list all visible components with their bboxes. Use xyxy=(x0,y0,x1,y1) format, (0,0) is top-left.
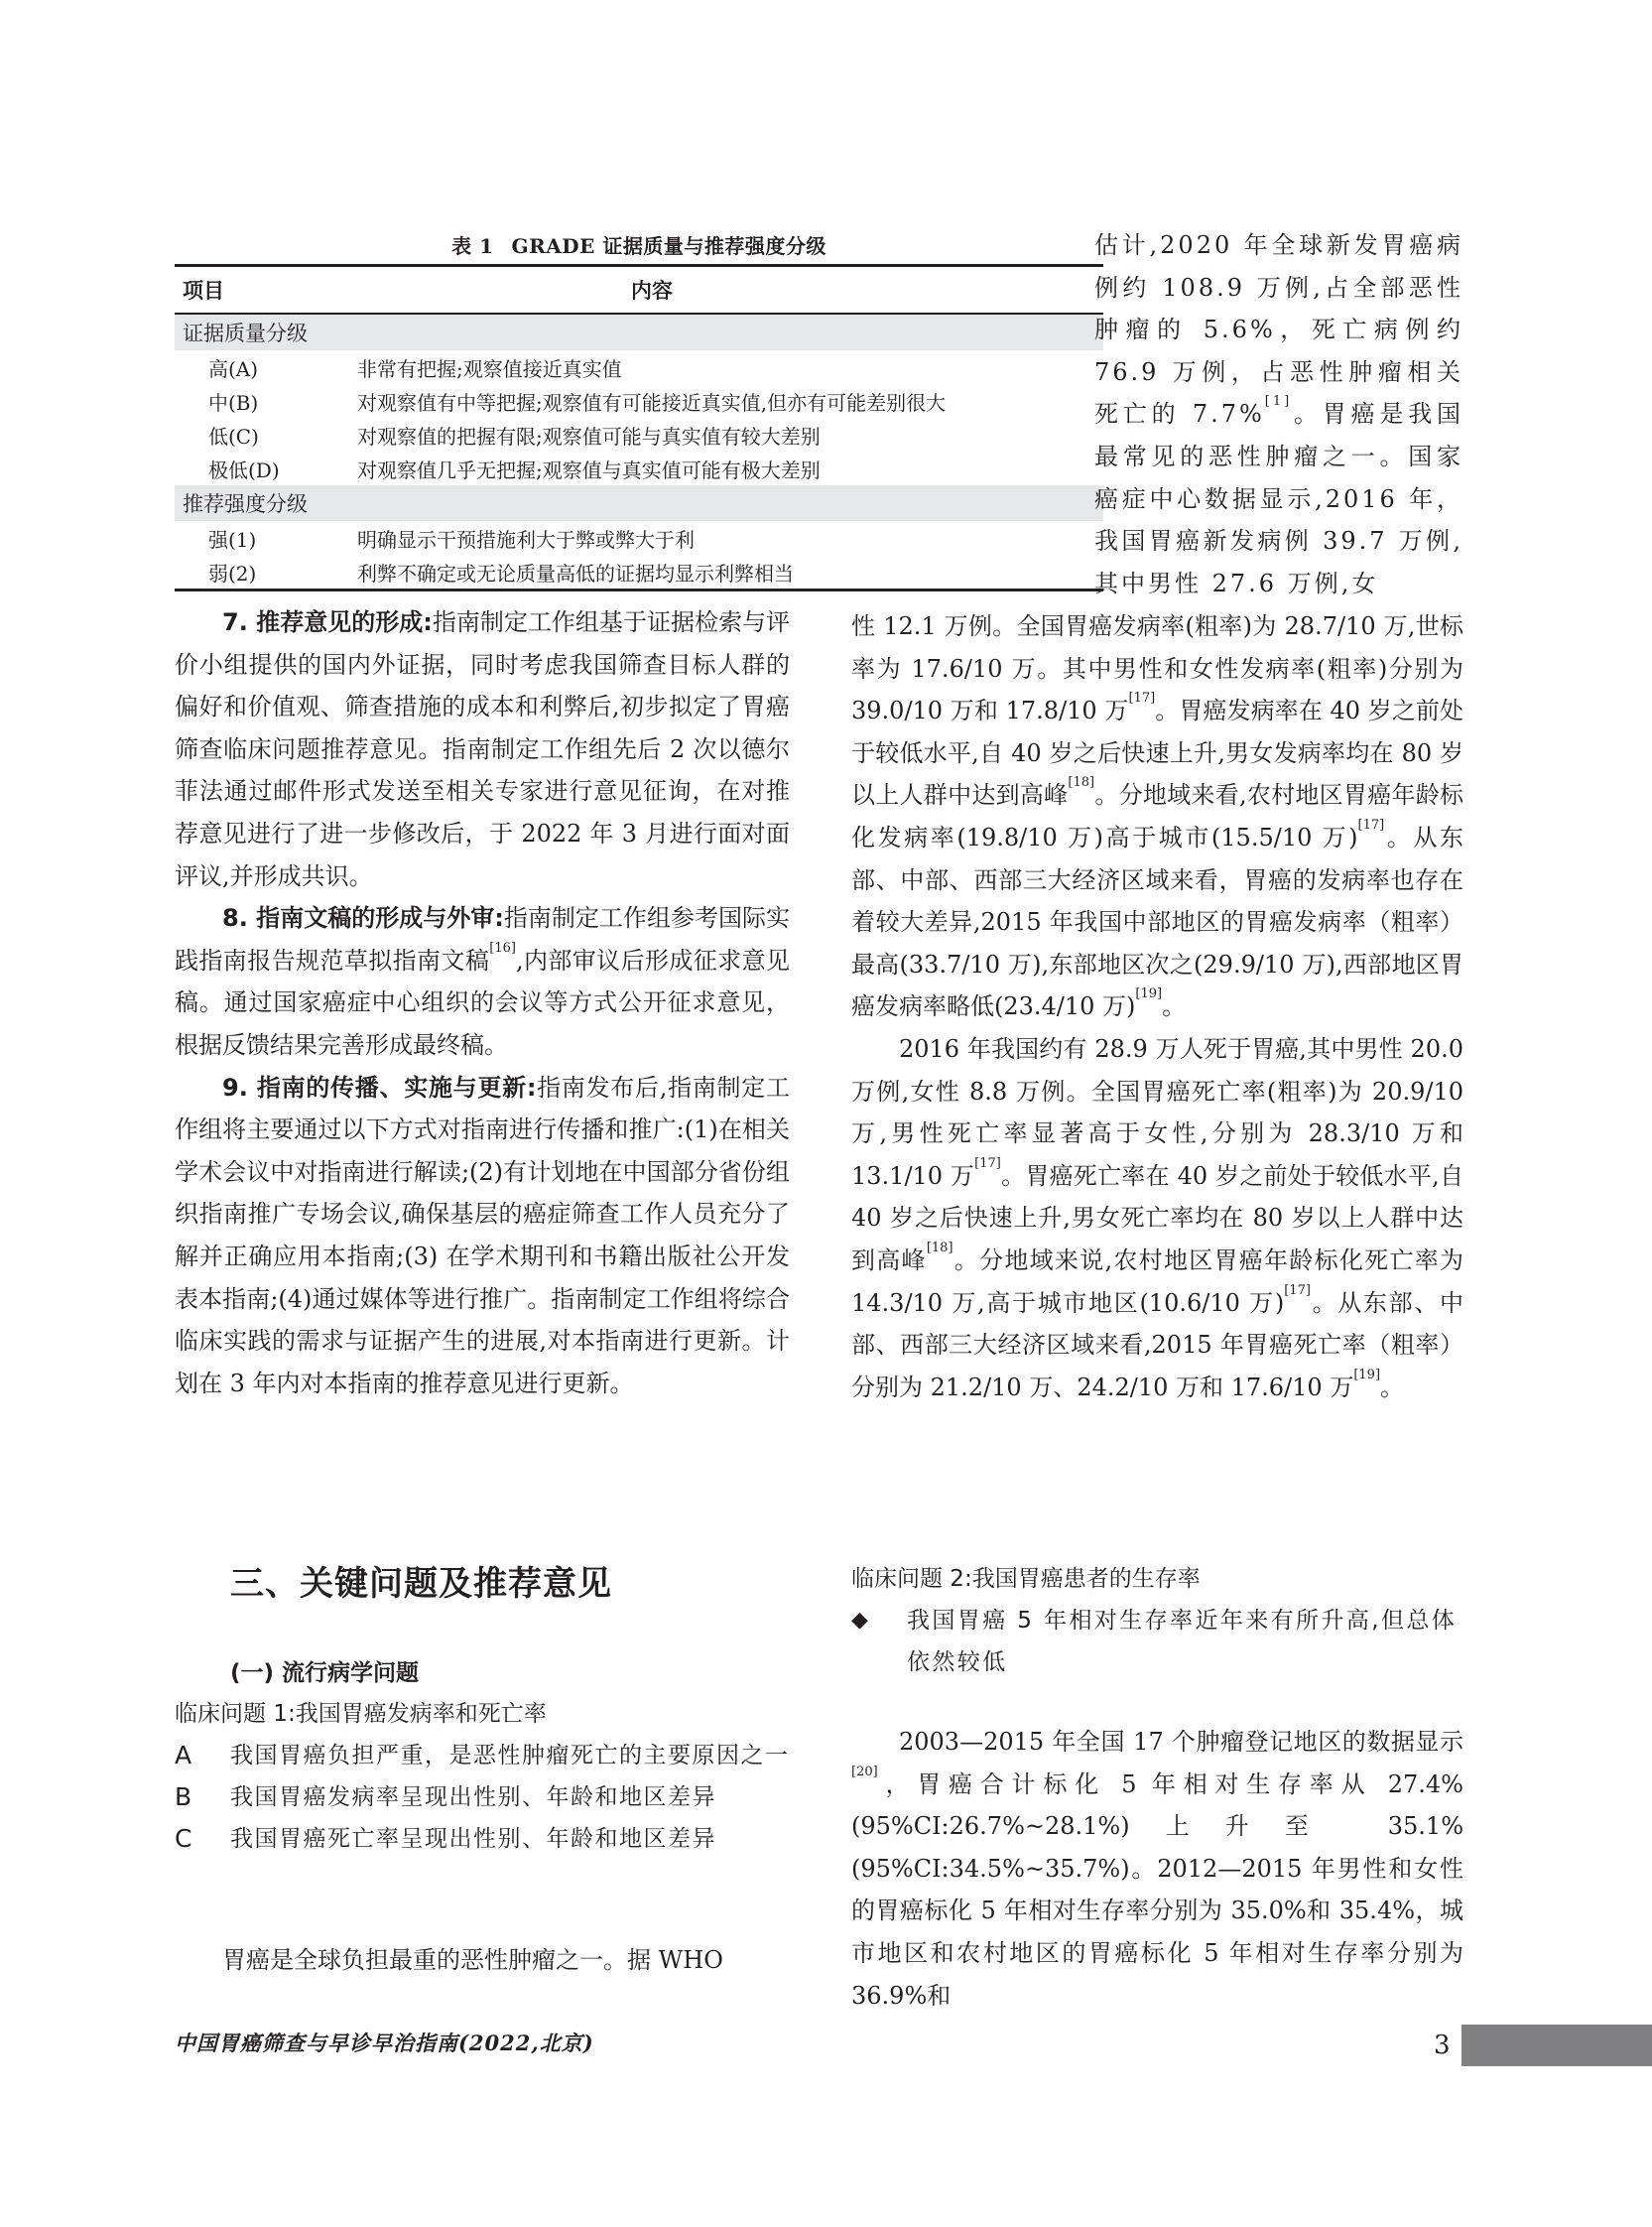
paragraph-recommendation-formation xyxy=(175,601,790,897)
table-row xyxy=(175,555,1103,589)
text: ,内部审议后形成征求意见稿。通过国家癌症中心组织的会议等方式公开征求意见，根据反馈结果完善形成最终稿。 xyxy=(175,946,790,1059)
text: 胃癌是全球负担最重的恶性肿瘤之一。据 WHO xyxy=(222,1946,723,1974)
item-letter: C xyxy=(175,1824,192,1853)
journal-footer-title: 中国胃癌筛查与早诊早治指南(2022,北京) xyxy=(175,2030,594,2055)
text: 。胃癌死亡率在 40 岁之前处于较低水平,自 40 岁之后快速上升,男女死亡率均在 80 岁以上人群中达到高峰 xyxy=(851,1161,1463,1274)
row-content: 非常有把握;观察值接近真实值 xyxy=(357,356,622,381)
header-item: 项目 xyxy=(183,278,224,303)
header-content: 内容 xyxy=(631,278,673,303)
row-content: 对观察值几乎无把握;观察值与真实值可能有极大差别 xyxy=(357,458,821,482)
text: 指南制定工作组参考国际实践指南报告规范草拟指南文稿 xyxy=(175,904,790,975)
paragraph-heading: 9. 指南的传播、实施与更新: xyxy=(222,1073,537,1102)
diamond-bullet-icon: ◆ xyxy=(851,1608,868,1633)
row-item: 弱(2) xyxy=(208,561,257,586)
item-letter: A xyxy=(175,1741,192,1769)
text: 。 xyxy=(1380,1373,1405,1401)
paragraph-heading: 7. 推荐意见的形成: xyxy=(222,608,433,636)
left-column xyxy=(175,601,790,1404)
item-text: 我国胃癌死亡率呈现出性别、年龄和地区差异 xyxy=(230,1826,716,1852)
question-item xyxy=(851,1600,1463,1683)
text: 。分地域来看,农村地区胃癌年龄标化发病率(19.8/10 万)高于城市(15.5/10 万) xyxy=(851,781,1463,852)
row-content: 对观察值有中等把握;观察值有可能接近真实值,但亦有可能差别很大 xyxy=(357,390,947,415)
citation: [18] xyxy=(1068,775,1095,791)
row-content: 利弊不确定或无论质量高低的证据均显示利弊相当 xyxy=(357,561,794,586)
page-number: 3 xyxy=(1434,2030,1451,2060)
section-heading: 三、关键问题及推荐意见 xyxy=(230,1564,612,1604)
text: 指南制定工作组基于证据检索与评价小组提供的国内外证据，同时考虑我国筛查目标人群的偏好和价值观、筛查措施的成本和利弊后,初步拟定了胃癌筛查临床问题推荐意见。指南制定工作组先后 2 次以德尔菲法通过邮件形式发送至相关专家进行意见征询，在对推荐意见进行了进一步修改后，于 2022 年 3 月进行面对面评议,并形成共识。 xyxy=(175,608,791,890)
table-caption xyxy=(177,230,1101,259)
subsection-heading: (一) 流行病学问题 xyxy=(230,1660,420,1686)
text: 2003—2015 年全国 17 个肿瘤登记地区的数据显示 xyxy=(899,1728,1463,1756)
item-letter: B xyxy=(175,1782,192,1811)
text: 。胃癌是我国最常见的恶性肿瘤之一。国家癌症中心数据显示,2016 年，我国胃癌新发病例 39.7 万例,其中男性 27.6 万例,女 xyxy=(1094,400,1463,597)
clinical-question-1 xyxy=(175,1693,800,1860)
table-row xyxy=(175,350,1103,384)
question-item xyxy=(175,1776,800,1818)
item-text: 我国胃癌 5 年相对生存率近年来有所升高,但总体依然较低 xyxy=(907,1608,1458,1675)
citation: [17] xyxy=(1357,817,1385,833)
citation: [1] xyxy=(1264,394,1293,410)
citation: [18] xyxy=(926,1240,953,1255)
text: 性 12.1 万例。全国胃癌发病率(粗率)为 28.7/10 万,世标率为 17.6/10 万。其中男性和女性发病率(粗率)分别为 39.0/10 万和 17.8/10 万 xyxy=(851,612,1463,725)
table-bottom-rule xyxy=(175,589,1103,591)
text: 估计,2020 年全球新发胃癌病例约 108.9 万例,占全部恶性肿瘤的 5.6%，死亡病例约 76.9 万例，占恶性肿瘤相关死亡的 7.7% xyxy=(1094,231,1463,429)
paragraph-draft-review xyxy=(175,897,790,1066)
citation: [16] xyxy=(489,940,516,956)
table-group-recommendation-strength: 推荐强度分级 xyxy=(175,485,1103,521)
item-text: 我国胃癌负担严重，是恶性肿瘤死亡的主要原因之一 xyxy=(230,1743,790,1768)
citation: [19] xyxy=(1135,986,1163,1002)
citation: [20] xyxy=(851,1764,878,1779)
table-number: 表 1 xyxy=(451,234,494,258)
citation: [17] xyxy=(974,1155,1001,1171)
row-item: 极低(D) xyxy=(208,458,280,482)
text: 。分地域来说,农村地区胃癌年龄标化死亡率为 14.3/10 万,高于城市地区(10.6/10 万) xyxy=(851,1245,1463,1317)
paragraph-mortality xyxy=(851,1028,1463,1408)
question-item xyxy=(175,1735,800,1776)
paragraph-who-intro xyxy=(175,1939,790,1982)
table-group-evidence-quality: 证据质量分级 xyxy=(175,315,1103,350)
table-row xyxy=(175,418,1103,452)
right-column xyxy=(851,605,1463,1408)
table-row xyxy=(175,452,1103,485)
citation: [17] xyxy=(1128,691,1156,707)
grade-table xyxy=(175,264,1103,591)
item-text: 我国胃癌发病率呈现出性别、年龄和地区差异 xyxy=(230,1784,716,1810)
row-content: 对观察值的把握有限;观察值可能与真实值有较大差别 xyxy=(357,424,821,449)
row-item: 低(C) xyxy=(208,424,259,449)
row-item: 中(B) xyxy=(208,390,259,415)
page-tab-marker xyxy=(1461,2025,1652,2066)
text: 。从东部、中部、西部三大经济区域来看，胃癌的发病率也存在着较大差异,2015 年我国中部地区的胃癌发病率（粗率）最高(33.7/10 万),东部地区次之(29.9/10 万),西部地区胃癌发病率略低(23.4/10 万) xyxy=(851,823,1463,1021)
paragraph-heading: 8. 指南文稿的形成与外审: xyxy=(222,904,504,933)
citation: [19] xyxy=(1353,1367,1381,1382)
row-item: 高(A) xyxy=(208,356,259,381)
table-row xyxy=(175,521,1103,555)
row-item: 强(1) xyxy=(208,527,257,552)
paragraph-survival xyxy=(851,1721,1463,2017)
text: 2016 年我国约有 28.9 万人死于胃癌,其中男性 20.0 万例,女性 8.8 万例。全国胃癌死亡率(粗率)为 20.9/10 万,男性死亡率显著高于女性,分别为 28.3/10 万和 13.1/10 万 xyxy=(851,1034,1463,1190)
table-title: GRADE 证据质量与推荐强度分级 xyxy=(511,234,826,258)
text: 指南发布后,指南制定工作组将主要通过以下方式对指南进行传播和推广:(1)在相关学术会议中对指南进行解读;(2)有计划地在中国部分省份组织指南推广专场会议,确保基层的癌症筛查工作人员充分了解并正确应用本指南;(3) 在学术期刊和书籍出版社公开发表本指南;(4)通过媒体等进行推广。指南制定工作组将综合临床实践的需求与证据产生的进展,对本指南进行更新。计划在 3 年内对本指南的推荐意见进行更新。 xyxy=(175,1073,790,1397)
paragraph-incidence xyxy=(851,605,1463,1028)
row-content: 明确显示干预措施利大于弊或弊大于利 xyxy=(357,527,695,552)
question-title: 临床问题 1:我国胃癌发病率和死亡率 xyxy=(175,1701,547,1727)
text: ，胃癌合计标化 5 年相对生存率从 27.4%(95%CI:26.7%~28.1%)上升至 35.1%(95%CI:34.5%~35.7%)。2012—2015 年男性和女性的胃癌标化 5 年相对生存率分别为 35.0%和 35.4%，城市地区和农村地区的胃癌标化 5 年相对生存率分别为 36.9%和 xyxy=(851,1769,1463,2010)
text: 。从东部、中部、西部三大经济区域来看,2015 年胃癌死亡率（粗率）分别为 21.2/10 万、24.2/10 万和 17.6/10 万 xyxy=(851,1288,1464,1401)
citation: [17] xyxy=(1284,1282,1311,1298)
table-row xyxy=(175,384,1103,418)
table-header-row xyxy=(175,267,1103,313)
text: 。 xyxy=(1162,992,1187,1021)
paragraph-global-burden xyxy=(1094,224,1463,604)
paragraph-dissemination xyxy=(175,1067,790,1405)
question-item xyxy=(175,1818,800,1860)
clinical-question-2 xyxy=(851,1558,1463,1683)
text: 。胃癌发病率在 40 岁之前处于较低水平,自 40 岁之后快速上升,男女发病率均在 80 岁以上人群中达到高峰 xyxy=(851,697,1464,810)
question-title: 临床问题 2:我国胃癌患者的生存率 xyxy=(851,1566,1201,1592)
